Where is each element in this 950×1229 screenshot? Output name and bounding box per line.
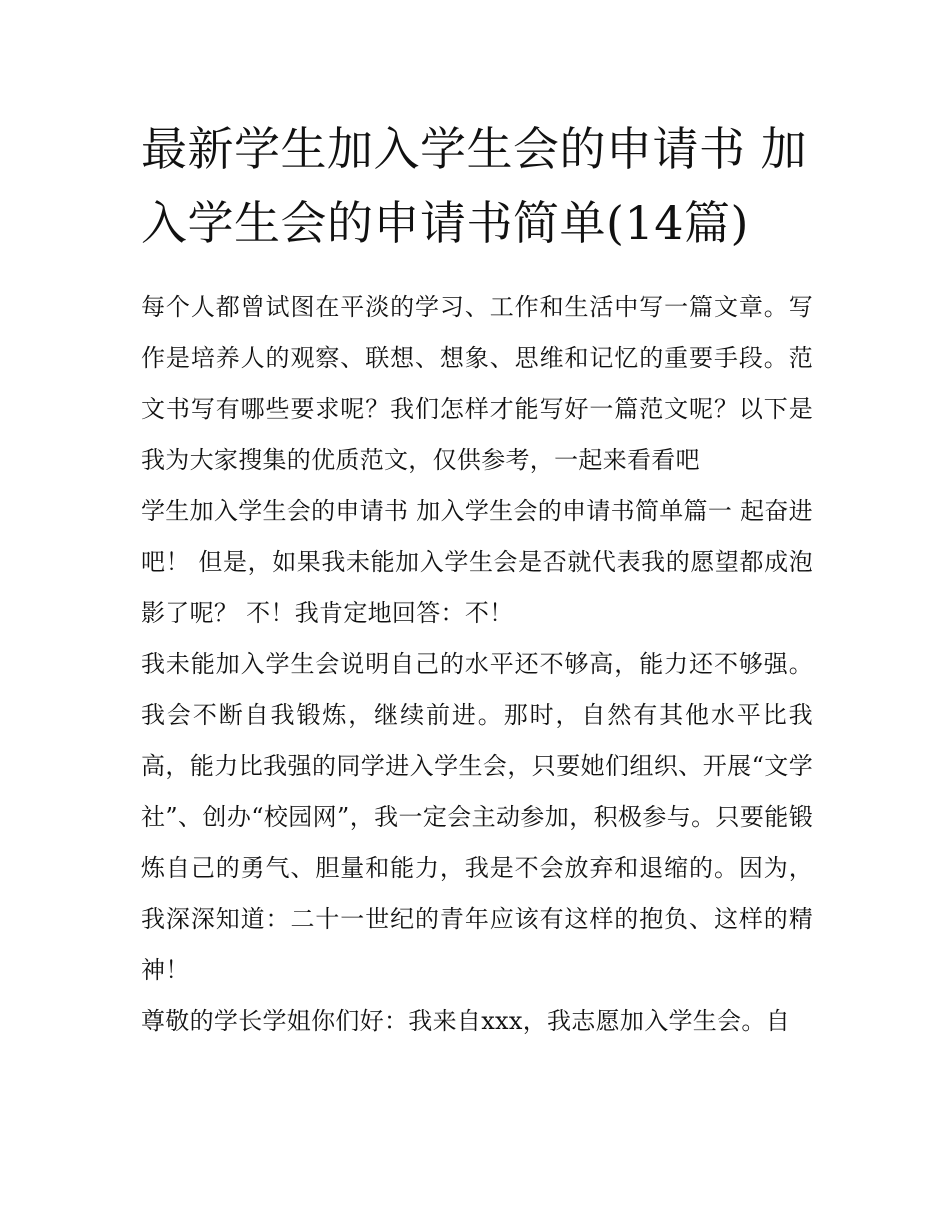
document-body: [141, 282, 813, 1047]
paragraph-intro: 每个人都曾试图在平淡的学习、工作和生活中写一篇文章。写作是培养人的观察、联想、想象、思维和记忆的重要手段。范文书写有哪些要求呢？我们怎样才能写好一篇范文呢？以下是我为大家搜集的优质范文，仅供参考，一起来看看吧: [141, 293, 813, 474]
document-content: [141, 112, 813, 1047]
paragraph-greeting: 尊敬的学长学姐你们好：我来自xxx，我志愿加入学生会。自: [141, 1007, 791, 1035]
document-title: 最新学生加入学生会的申请书 加入学生会的申请书简单(14篇): [141, 122, 808, 250]
paragraph-reflection: 我未能加入学生会说明自己的水平还不够高，能力还不够强。我会不断自我锻炼，继续前进。那时，自然有其他水平比我高，能力比我强的同学进入学生会，只要她们组织、开展“文学社”、创办“校园网”，我一定会主动参加，积极参与。只要能锻炼自己的勇气、胆量和能力，我是不会放弃和退缩的。因为，我深深知道：二十一世纪的青年应该有这样的抱负、这样的精神！: [141, 650, 813, 984]
paragraph-section-one: 学生加入学生会的申请书 加入学生会的申请书简单篇一 起奋进吧！ 但是，如果我未能加入学生会是否就代表我的愿望都成泡影了呢？ 不！我肯定地回答：不！: [141, 497, 813, 627]
